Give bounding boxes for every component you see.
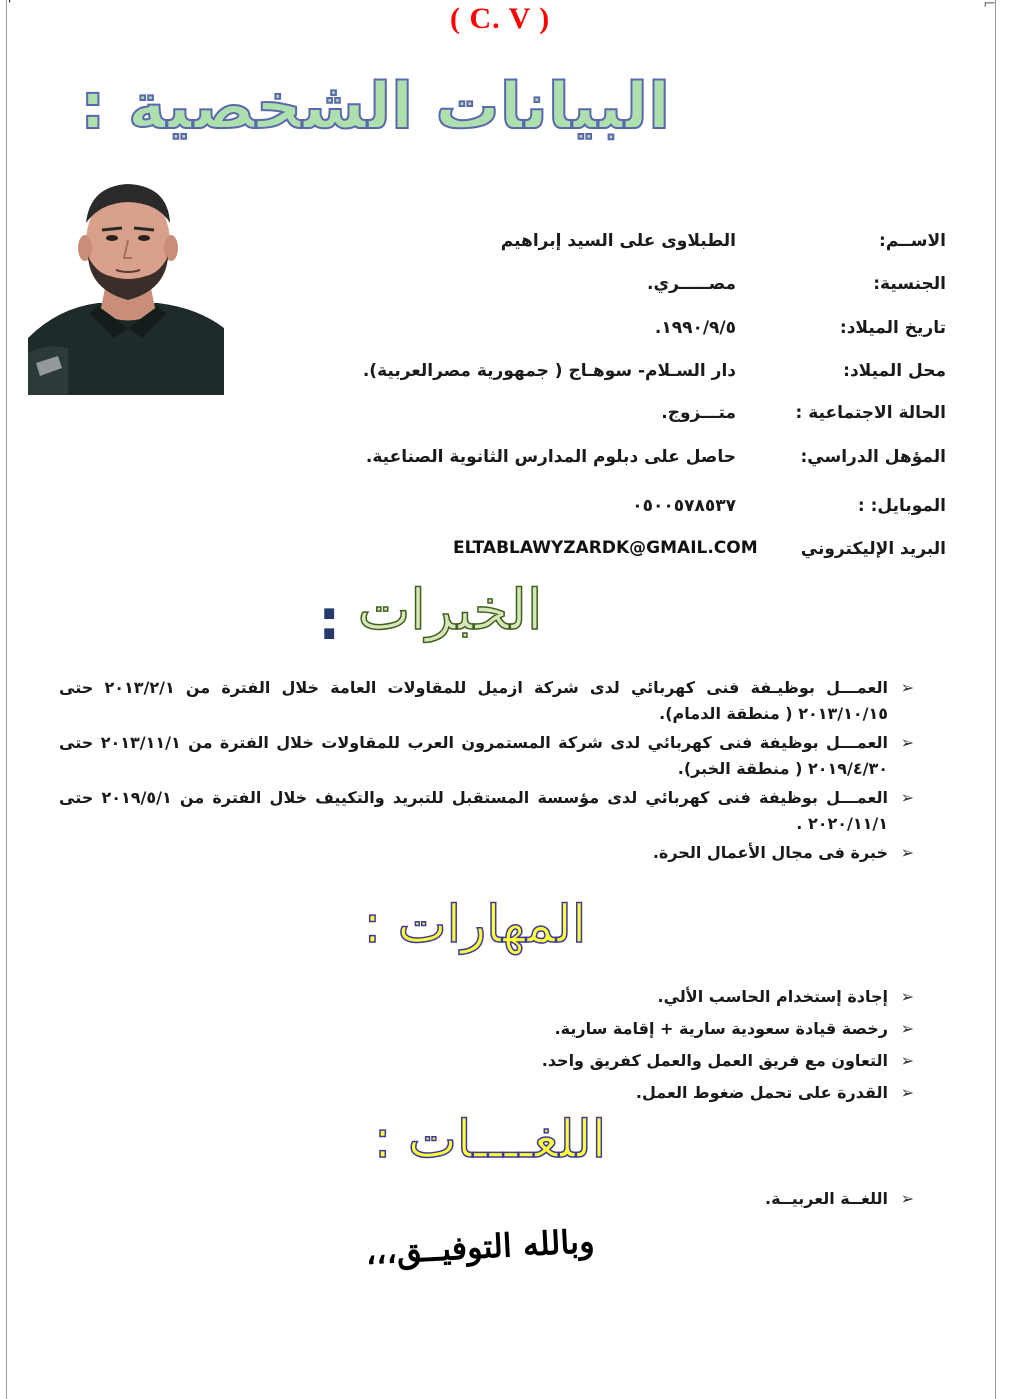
mobile-label: الموبايل: : xyxy=(857,496,946,516)
corner-mark: ' xyxy=(8,0,12,11)
list-item xyxy=(394,984,914,1010)
skill-text: رخصة قيادة سعودية سارية + إقامة سارية. xyxy=(554,1019,888,1038)
heading-languages: اللغــــات : xyxy=(373,1110,607,1170)
arrow-bullet-icon: ➢ xyxy=(900,987,914,1006)
arrow-bullet-icon: ➢ xyxy=(900,1051,914,1070)
arrow-bullet-icon: ➢ xyxy=(900,1019,914,1038)
marital-status-value: متـــزوج. xyxy=(661,403,736,423)
language-text: اللغــة العربيــة. xyxy=(765,1189,888,1208)
skills-list xyxy=(394,984,914,1112)
list-item xyxy=(59,675,914,727)
heading-skills: المهارات : xyxy=(363,895,587,955)
nationality-value: مصـــــري. xyxy=(647,274,736,294)
closing-signoff: وبالله التوفيــق،،، xyxy=(364,1222,596,1272)
skill-text: القدرة على تحمل ضغوط العمل. xyxy=(635,1083,888,1102)
skill-text: التعاون مع فريق العمل والعمل كفريق واحد. xyxy=(541,1051,888,1070)
list-item xyxy=(59,840,914,866)
page-border-right xyxy=(995,0,996,1399)
experience-text: خبرة فى مجال الأعمال الحرة. xyxy=(652,843,888,862)
experience-text: العمـــل بوظيفة فنى كهربائي لدى مؤسسة المستقبل للتبريد والتكييف خلال الفترة من ٢٠١٩/٥/١ حتى ٢٠٢٠/١١/١ . xyxy=(59,788,889,833)
mobile-value: ٠٥٠٠٥٧٨٥٣٧ xyxy=(632,496,736,516)
arrow-bullet-icon: ➢ xyxy=(900,733,914,752)
email-value[interactable]: ELTABLAWYZARDK@GMAIL.COM xyxy=(453,538,758,558)
nationality-label: الجنسية: xyxy=(873,274,946,294)
birthplace-label: محل الميلاد: xyxy=(843,361,946,381)
name-label: الاســم: xyxy=(879,231,946,251)
list-item xyxy=(614,1186,914,1212)
list-item xyxy=(394,1016,914,1042)
arrow-bullet-icon: ➢ xyxy=(900,788,914,807)
education-label: المؤهل الدراسي: xyxy=(800,447,946,467)
birthdate-label: تاريخ الميلاد: xyxy=(839,318,946,338)
arrow-bullet-icon: ➢ xyxy=(900,1189,914,1208)
list-item xyxy=(394,1048,914,1074)
skill-text: إجادة إستخدام الحاسب الألي. xyxy=(657,987,888,1006)
email-label: البريد الإليكتروني xyxy=(800,539,946,559)
heading-experience-colon: : xyxy=(318,588,341,653)
corner-mark-right: ⌐ xyxy=(983,0,997,13)
arrow-bullet-icon: ➢ xyxy=(900,1083,914,1102)
languages-list xyxy=(614,1186,914,1212)
heading-personal-data: البيانات الشخصية : xyxy=(80,70,670,144)
arrow-bullet-icon: ➢ xyxy=(900,678,914,697)
arrow-bullet-icon: ➢ xyxy=(900,843,914,862)
experience-text: العمـــل بوظيفة فنى كهربائي لدى شركة المستمرون العرب للمقاولات خلال الفترة من ٢٠١٣/١١/١ حتى ٢٠١٩/٤/٣٠ ( منطقة الخبر). xyxy=(59,733,888,778)
list-item xyxy=(394,1080,914,1106)
experience-list xyxy=(59,675,914,869)
birthplace-value: دار السـلام- سوهـاج ( جمهورية مصرالعربية). xyxy=(362,361,736,381)
cv-title: ( C. V ) xyxy=(450,2,551,35)
experience-text: العمـــل بوظيـفة فنى كهربائي لدى شركة ازميل للمقاولات العامة خلال الفترة من ٢٠١٣/٢/١ حتى ٢٠١٣/١٠/١٥ ( منطقة الدمام). xyxy=(59,678,889,723)
profile-photo xyxy=(28,178,224,395)
list-item xyxy=(59,730,914,782)
name-value: الطبلاوى على السيد إبراهيم xyxy=(500,231,736,251)
education-value: حاصل على دبلوم المدارس الثانوية الصناعية. xyxy=(365,447,736,467)
list-item xyxy=(59,785,914,837)
page-border-left xyxy=(6,0,7,1399)
marital-status-label: الحالة الاجتماعية : xyxy=(795,403,946,423)
birthdate-value: ١٩٩٠/٩/٥. xyxy=(654,318,736,338)
heading-experience: الخبرات xyxy=(357,578,543,643)
